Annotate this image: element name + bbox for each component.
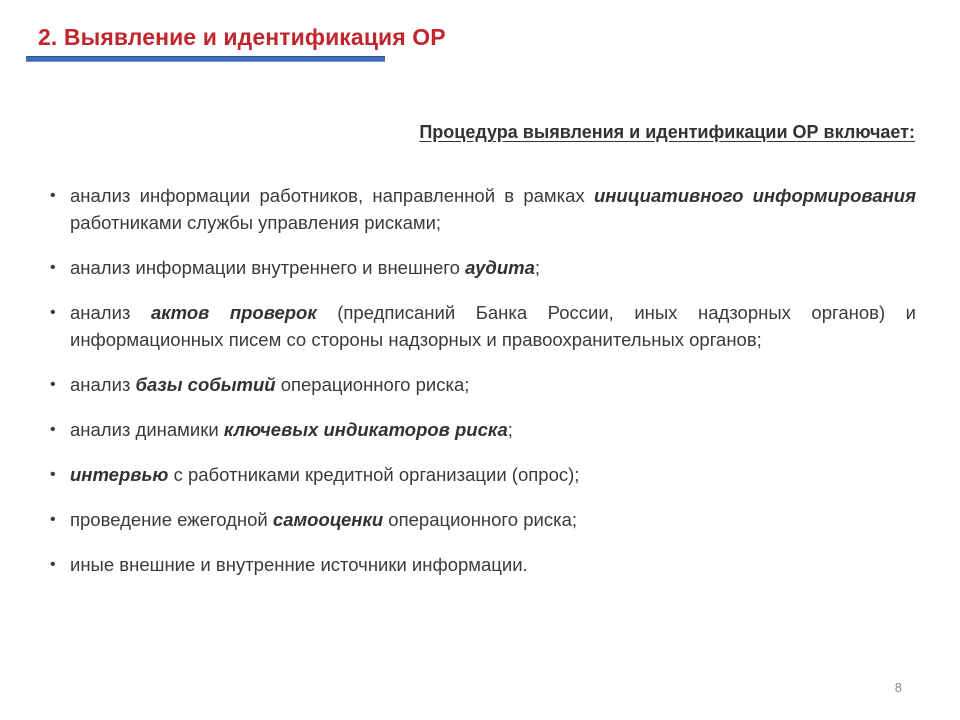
bullet-text-after: ; [534,257,541,278]
procedure-heading: Процедура выявления и идентификации ОР включает: [419,122,915,142]
bullet-text-before: анализ динамики [70,419,224,440]
bullet-text-emphasis: инициативного информирования [593,185,916,206]
bullet-text-emphasis: ключевых индикаторов риска [223,419,508,440]
bullet-text-emphasis: аудита [465,257,535,278]
bullet-text-after: ; [507,419,513,440]
bullet-dot-icon: • [50,304,56,321]
title-underline-rule [26,56,385,62]
bullet-item-event-base [50,371,916,398]
bullet-item-other-sources [50,551,916,578]
bullet-dot-icon: • [50,556,56,573]
bullet-item-initiative-informing [50,182,916,236]
bullet-text-after: работниками службы управления рисками; [70,212,442,233]
bullet-text-emphasis: интервью [70,464,169,485]
bullet-dot-icon: • [50,421,56,438]
bullet-dot-icon: • [50,259,56,276]
bullet-dot-icon: • [50,466,56,483]
bullet-item-audit [50,254,916,281]
bullet-item-self-assessment [50,506,916,533]
bullet-text-emphasis: самооценки [272,509,384,530]
bullet-item-interview [50,461,916,488]
bullet-text-emphasis: базы событий [135,374,276,395]
bullet-text-before: анализ информации работников, направленной в рамках [70,185,594,206]
bullet-text-after: (предписаний Банка России, иных надзорных органов) и информационных писем со стороны надзорных и правоохранительных органов; [70,302,916,350]
bullet-item-inspection-acts [50,299,916,353]
procedure-bullet-list [50,182,916,596]
bullet-dot-icon: • [50,187,56,204]
bullet-text-before: проведение ежегодной [70,509,273,530]
bullet-text-after: операционного риска; [383,509,577,530]
bullet-dot-icon: • [50,511,56,528]
bullet-text-before: анализ информации внутреннего и внешнего [70,257,466,278]
bullet-item-key-risk-indicators [50,416,916,443]
bullet-text-after: с работниками кредитной организации (опрос); [168,464,580,485]
bullet-text-emphasis: актов проверок [150,302,317,323]
bullet-text-before: анализ [70,374,136,395]
bullet-text-before: иные внешние и внутренние источники информации. [70,554,528,575]
bullet-text-before: анализ [70,302,151,323]
bullet-dot-icon: • [50,376,56,393]
page-number: 8 [894,680,902,695]
slide-title: 2. Выявление и идентификация ОР [38,24,446,50]
bullet-text-after: операционного риска; [275,374,470,395]
